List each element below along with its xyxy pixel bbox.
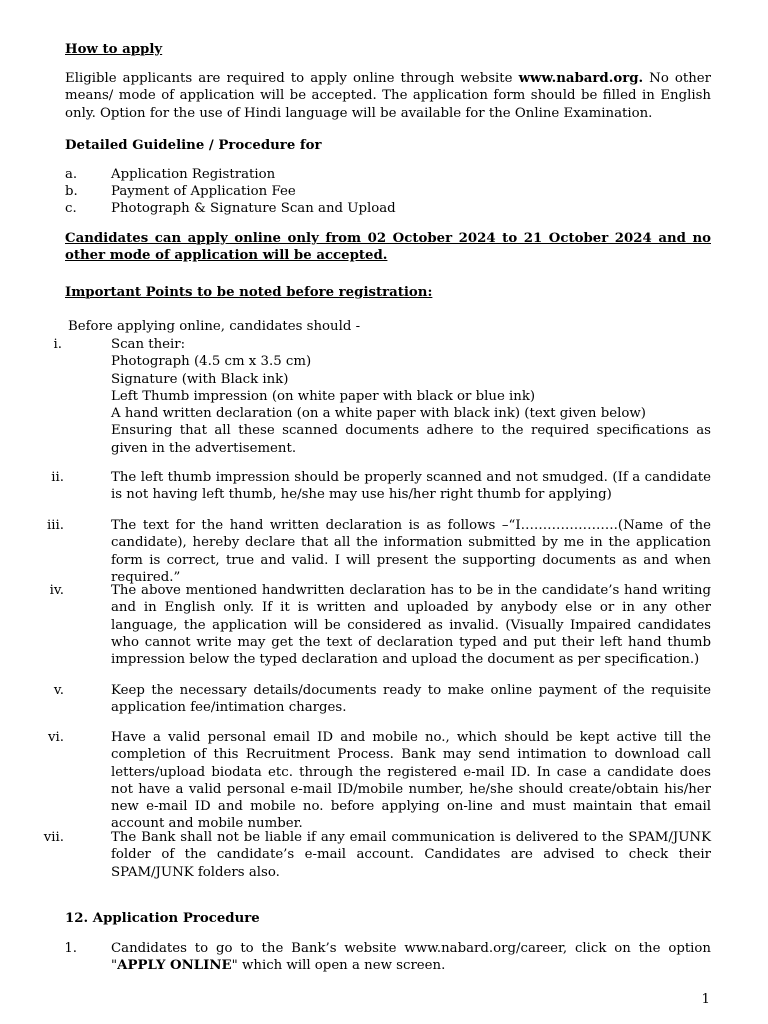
procedure-text-after: " which will open a new screen. <box>231 958 446 974</box>
procedure-number: 1. <box>64 941 77 956</box>
point-number: vii. <box>43 830 64 845</box>
point-line: Left Thumb impression (on white paper with black or blue ink) <box>111 388 536 404</box>
point-text: The text for the hand written declaration is as follows –“I………………….(Name of the candidate), hereby declare that all the information submitted by me in the application form is correct, true and valid. I will present the supporting documents as and when required.” <box>111 518 711 585</box>
point-number: ii. <box>51 470 64 485</box>
guideline-item <box>65 200 711 217</box>
before-applying-text: Before applying online, candidates should - <box>68 319 361 334</box>
point-line: A hand written declaration (on a white paper with black ink) (text given below) <box>111 406 646 422</box>
intro-website: www.nabard.org. <box>518 71 644 86</box>
guideline-item-label: b. <box>65 184 78 199</box>
point-text: The above mentioned handwritten declaration has to be in the candidate’s hand writing and in English only. If it is written and uploaded by anybody else or in any other language, the application will be considered as invalid. (Visually Impaired candidates who cannot write may get the text of declaration typed and put their left hand thumb impression below the typed declaration and upload the document as per specification.) <box>111 583 711 668</box>
heading-important-points: Important Points to be noted before registration: <box>65 285 433 300</box>
intro-text-after: No other means/ mode of application will be accepted. The application form should be filled in English only. Option for the use of Hindi language will be available for the Online Examination. <box>65 71 712 121</box>
procedure-text <box>111 940 711 975</box>
guideline-item-text: Photograph & Signature Scan and Upload <box>111 201 396 216</box>
guideline-item-text: Payment of Application Fee <box>111 184 296 199</box>
guideline-item-label: c. <box>65 201 77 216</box>
procedure-text-bold: APPLY ONLINE <box>117 958 232 974</box>
point-number: i. <box>53 337 62 352</box>
point-line: Signature (with Black ink) <box>111 371 289 387</box>
heading-how-to-apply: How to apply <box>65 42 163 57</box>
procedure-text-before: Candidates to go to the Bank’s website www.nabard.org/career, click on the option " <box>111 941 711 974</box>
point-line: Ensuring that all these scanned documents adhere to the required specifications as given in the advertisement. <box>111 423 711 456</box>
notice-application-dates: Candidates can apply online only from 02 October 2024 to 21 October 2024 and no other mode of application will be accepted. <box>65 231 711 264</box>
point-line: Photograph (4.5 cm x 3.5 cm) <box>111 354 312 370</box>
intro-paragraph <box>65 70 711 122</box>
intro-text-before: Eligible applicants are required to apply online through website <box>65 71 519 86</box>
point-text: The Bank shall not be liable if any email communication is delivered to the SPAM/JUNK folder of the candidate’s e-mail account. Candidates are advised to check their SPAM/JUNK folders also. <box>111 830 711 880</box>
guideline-item-text: Application Registration <box>111 167 276 182</box>
point-number: v. <box>53 683 64 698</box>
guideline-item <box>65 183 711 200</box>
point-text: The left thumb impression should be properly scanned and not smudged. (If a candidate is not having left thumb, he/she may use his/her right thumb for applying) <box>111 470 711 503</box>
guideline-item-label: a. <box>65 167 78 182</box>
page-number: 1 <box>701 992 710 1007</box>
point-line: Scan their: <box>111 337 186 352</box>
heading-guideline: Detailed Guideline / Procedure for <box>65 138 322 153</box>
point-number: iv. <box>49 583 64 598</box>
point-body <box>111 336 711 457</box>
point-text: Keep the necessary details/documents ready to make online payment of the requisite application fee/intimation charges. <box>111 683 711 716</box>
guideline-item <box>65 166 711 183</box>
point-number: iii. <box>47 518 64 533</box>
point-number: vi. <box>48 730 64 745</box>
point-text: Have a valid personal email ID and mobile no., which should be kept active till the completion of this Recruitment Process. Bank may send intimation to download call letters/upload biodata etc. through the registered e-mail ID. In case a candidate does not have a valid personal e-mail ID/mobile number, he/she should create/obtain his/her new e-mail ID and mobile no. before applying on-line and must maintain that email account and mobile number. <box>111 730 711 832</box>
heading-application-procedure: 12. Application Procedure <box>65 911 260 926</box>
